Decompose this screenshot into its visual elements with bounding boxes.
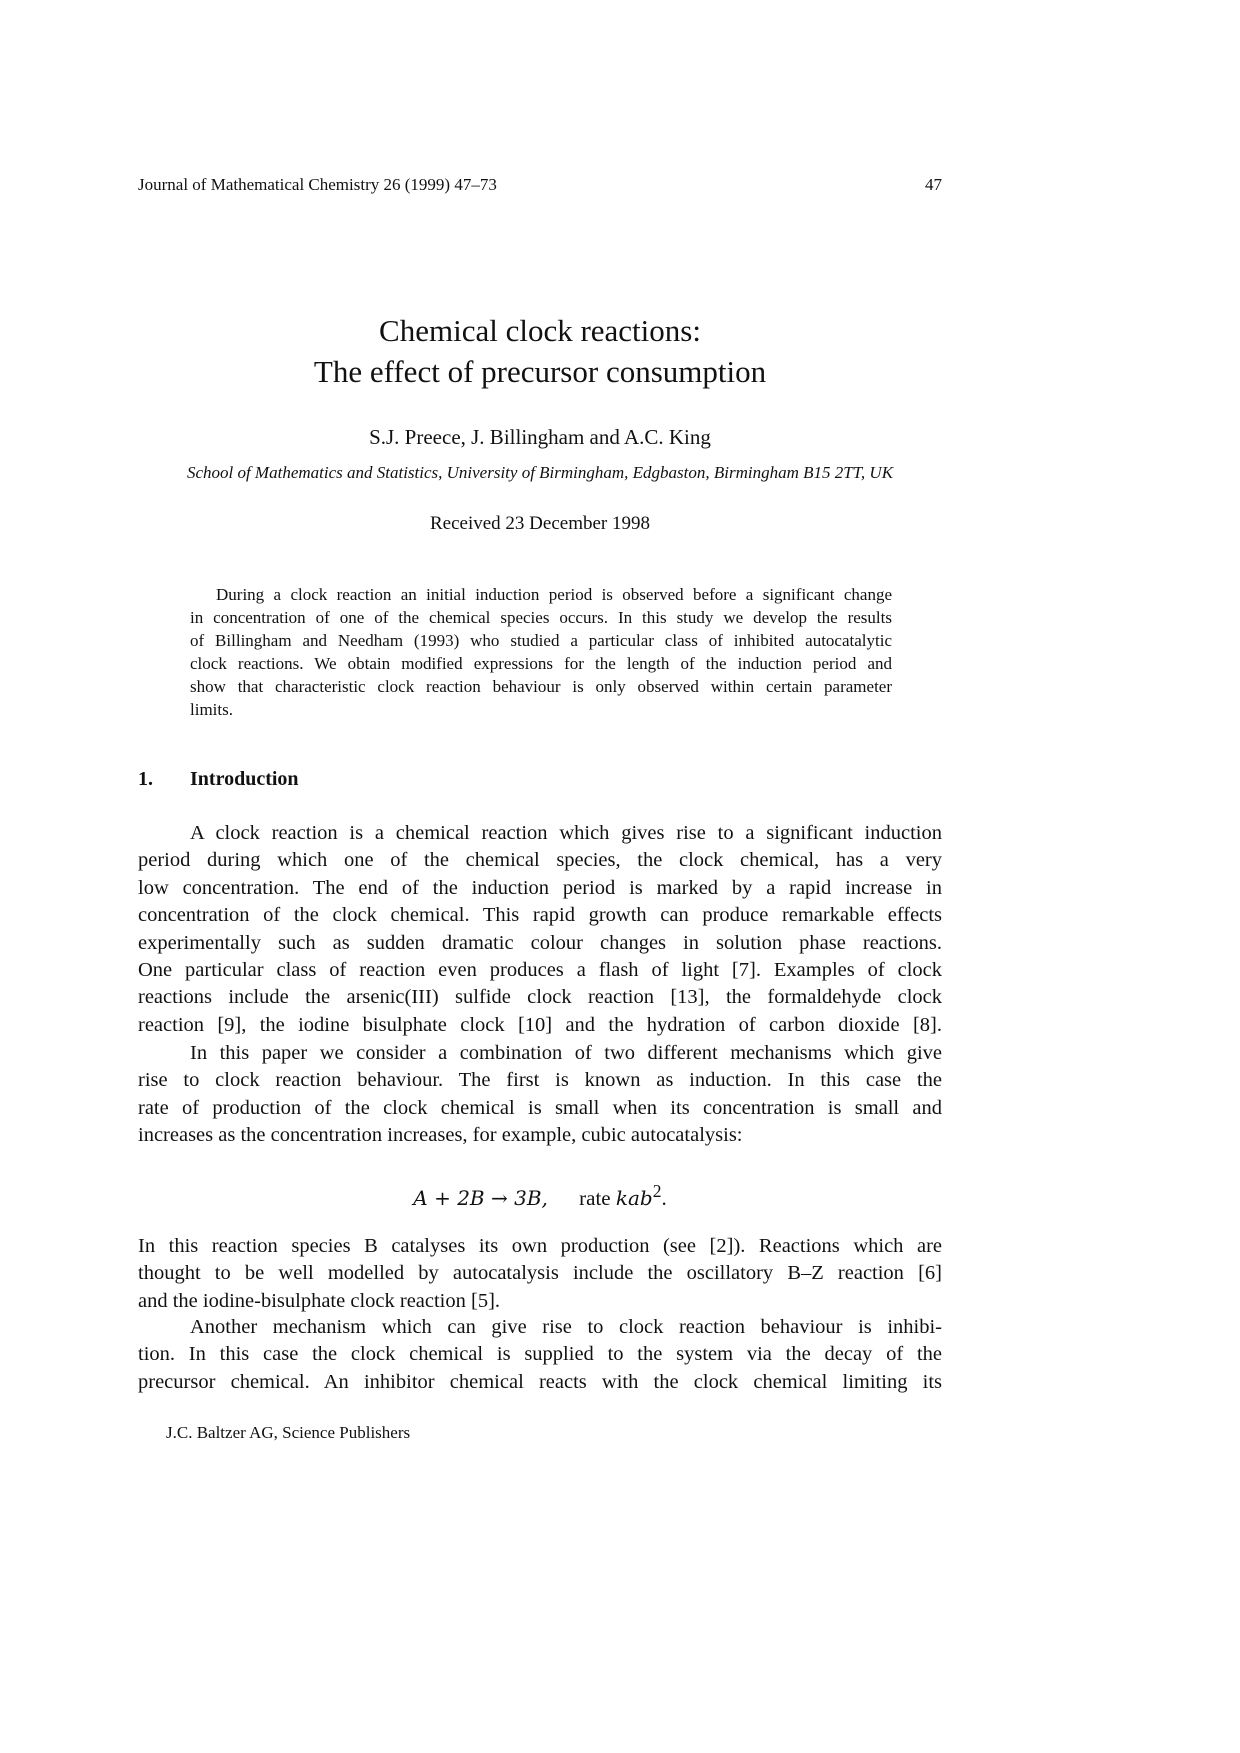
text-line: thought to be well modelled by autocatalysis include the oscillatory B–Z reaction [6] xyxy=(138,1262,942,1285)
text-line: low concentration. The end of the induction period is marked by a rapid increase in xyxy=(138,876,942,899)
abstract xyxy=(190,583,892,721)
title-line-2: The effect of precursor consumption xyxy=(313,354,767,389)
section-heading xyxy=(138,766,299,792)
abstract-line: in concentration of one of the chemical species occurs. In this study we develop the results xyxy=(190,608,892,627)
text-line: Another mechanism which can give rise to clock reaction behaviour is inhibi- xyxy=(190,1316,942,1338)
section-number: 1. xyxy=(138,768,153,790)
text-line: In this paper we consider a combination of two different mechanisms which give xyxy=(190,1042,942,1064)
text-line: increases as the concentration increases, for example, cubic autocatalysis: xyxy=(138,1124,743,1147)
title-line-1: Chemical clock reactions: xyxy=(379,313,701,348)
publisher-footer: J.C. Baltzer AG, Science Publishers xyxy=(166,1423,411,1442)
paragraph-2 xyxy=(138,1040,942,1150)
text-line: precursor chemical. An inhibitor chemical reacts with the clock chemical limiting its xyxy=(138,1370,942,1393)
text-line: experimentally such as sudden dramatic colour changes in solution phase reactions. xyxy=(138,931,942,954)
paragraph-4 xyxy=(138,1314,942,1396)
text-line: period during which one of the chemical species, the clock chemical, has a very xyxy=(138,849,942,872)
page-number: 47 xyxy=(925,175,942,194)
abstract-line: limits. xyxy=(190,700,233,719)
equation-rate-label: rate xyxy=(579,1186,611,1210)
received-date: Received 23 December 1998 xyxy=(430,513,650,534)
paragraph-3 xyxy=(138,1233,942,1315)
paper-title xyxy=(138,310,942,392)
text-line: One particular class of reaction even produces a flash of light [7]. Examples of clock xyxy=(138,959,942,982)
abstract-line: show that characteristic clock reaction behaviour is only observed within certain parameter xyxy=(190,677,892,696)
text-line: A clock reaction is a chemical reaction which gives rise to a significant induction xyxy=(190,822,942,844)
paragraph-1 xyxy=(138,820,942,1039)
text-line: concentration of the clock chemical. This rapid growth can produce remarkable effects xyxy=(138,904,942,927)
abstract-line: clock reactions. We obtain modified expressions for the length of the induction period and xyxy=(190,654,892,673)
text-line: tion. In this case the clock chemical is supplied to the system via the decay of the xyxy=(138,1343,942,1366)
text-line: reactions include the arsenic(III) sulfide clock reaction [13], the formaldehyde clock xyxy=(138,986,942,1009)
equation-cubic-autocatalysis xyxy=(138,1177,942,1212)
affiliation: School of Mathematics and Statistics, University of Birmingham, Edgbaston, Birmingham B15 2TT, UK xyxy=(186,463,894,482)
text-line: rise to clock reaction behaviour. The first is known as induction. In this case the xyxy=(138,1069,942,1092)
equation-rate-exponent: 2 xyxy=(652,1181,662,1201)
text-line: In this reaction species B catalyses its own production (see [2]). Reactions which are xyxy=(138,1235,942,1257)
section-title: Introduction xyxy=(190,768,299,790)
authors: S.J. Preece, J. Billingham and A.C. King xyxy=(369,425,711,449)
text-line: reaction [9], the iodine bisulphate clock [10] and the hydration of carbon dioxide [8]. xyxy=(138,1013,942,1036)
text-line: and the iodine-bisulphate clock reaction [5]. xyxy=(138,1289,501,1312)
equation-rate-expression: kab xyxy=(615,1186,653,1210)
abstract-line: of Billingham and Needham (1993) who studied a particular class of inhibited autocatalytic xyxy=(190,631,892,650)
equation-end: . xyxy=(661,1186,667,1210)
abstract-line: During a clock reaction an initial induction period is observed before a significant change xyxy=(216,585,892,604)
text-line: rate of production of the clock chemical is small when its concentration is small and xyxy=(138,1096,942,1119)
equation-reaction: A + 2B → 3B, xyxy=(413,1186,548,1210)
journal-citation: Journal of Mathematical Chemistry 26 (1999) 47–73 xyxy=(138,175,497,194)
